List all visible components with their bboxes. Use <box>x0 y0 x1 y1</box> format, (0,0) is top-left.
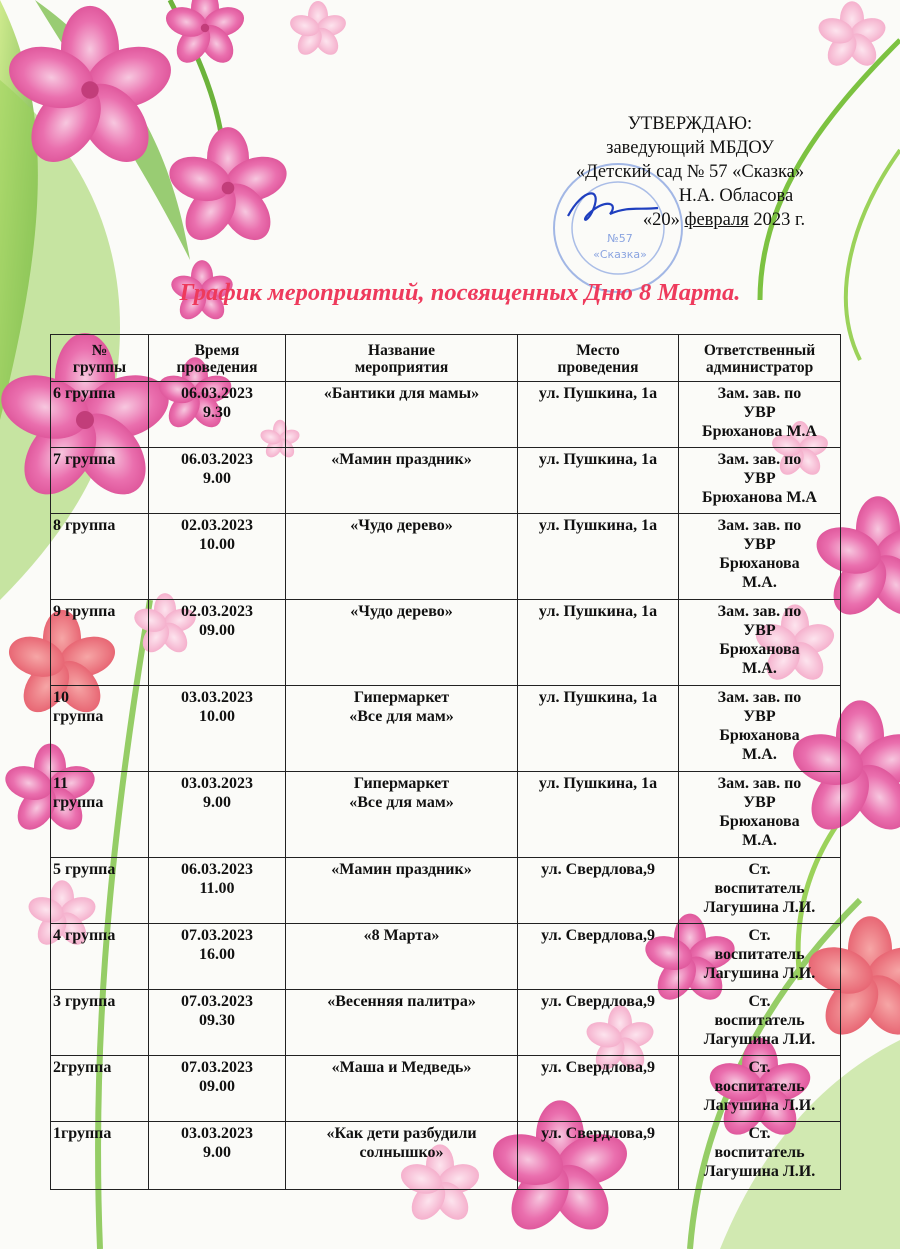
cell-admin-line: Брюханова <box>719 813 800 830</box>
cell-admin <box>679 514 841 600</box>
cell-group <box>51 1056 149 1122</box>
cell-admin-line: Зам. зав. по <box>717 603 802 620</box>
cell-time-line: 03.03.2023 <box>181 1125 253 1142</box>
cell-admin-line: воспитатель <box>714 946 805 963</box>
cell-admin-line: Лагушина Л.И. <box>703 1097 816 1114</box>
cell-group-line: 9 группа <box>53 603 116 620</box>
cell-place: ул. Пушкина, 1а <box>518 514 679 600</box>
cell-admin-line: Ст. <box>748 1125 771 1142</box>
cell-admin <box>679 990 841 1056</box>
cell-admin-line: Лагушина Л.И. <box>703 899 816 916</box>
cell-group-line: 6 группа <box>53 385 116 402</box>
cell-admin-line: Зам. зав. по <box>717 689 802 706</box>
cell-place: ул. Свердлова,9 <box>518 1056 679 1122</box>
cell-event <box>286 772 518 858</box>
header-admin: Ответственный администратор <box>679 335 841 382</box>
table-row <box>51 448 841 514</box>
cell-group-line: 3 группа <box>53 993 116 1010</box>
cell-event <box>286 858 518 924</box>
cell-group <box>51 686 149 772</box>
cell-time-line: 11.00 <box>199 880 235 897</box>
cell-admin-line: М.А. <box>742 746 777 763</box>
cell-event <box>286 686 518 772</box>
cell-place: ул. Свердлова,9 <box>518 990 679 1056</box>
cell-time <box>149 772 286 858</box>
table-row <box>51 1122 841 1190</box>
cell-admin <box>679 772 841 858</box>
cell-admin-line: М.А. <box>742 574 777 591</box>
cell-group <box>51 600 149 686</box>
cell-time <box>149 600 286 686</box>
cell-event-line: «Мамин праздник» <box>331 861 472 878</box>
cell-admin-line: Лагушина Л.И. <box>703 1163 816 1180</box>
cell-event-line: «8 Марта» <box>363 927 440 944</box>
approval-name: Н.А. Обласова <box>678 186 794 206</box>
cell-admin-line: М.А. <box>742 660 777 677</box>
table-row <box>51 990 841 1056</box>
cell-admin-line: УВР <box>743 708 776 725</box>
table-row <box>51 858 841 924</box>
cell-admin-line: Брюханова М.А <box>702 423 817 440</box>
cell-admin-line: Брюханова М.А <box>702 489 817 506</box>
cell-admin-line: Лагушина Л.И. <box>703 965 816 982</box>
table-row <box>51 1056 841 1122</box>
cell-admin <box>679 858 841 924</box>
cell-group <box>51 924 149 990</box>
stamp-text: «Сказка» <box>593 248 647 261</box>
cell-group-line: 10 <box>53 689 69 706</box>
cell-admin-line: Зам. зав. по <box>717 775 802 792</box>
cell-event <box>286 924 518 990</box>
cell-time-line: 16.00 <box>199 946 235 963</box>
cell-admin-line: Брюханова <box>719 555 800 572</box>
cell-time <box>149 858 286 924</box>
cell-group <box>51 772 149 858</box>
cell-time <box>149 448 286 514</box>
cell-admin-line: Брюханова <box>719 641 800 658</box>
cell-time-line: 07.03.2023 <box>181 1059 253 1076</box>
cell-admin-line: УВР <box>743 536 776 553</box>
cell-event-line: «Все для мам» <box>349 794 454 811</box>
cell-admin-line: УВР <box>743 622 776 639</box>
cell-event-line: «Чудо дерево» <box>350 517 453 534</box>
approval-block <box>540 112 840 232</box>
cell-place: ул. Пушкина, 1а <box>518 382 679 448</box>
cell-time-line: 07.03.2023 <box>181 927 253 944</box>
cell-time-line: 06.03.2023 <box>181 385 253 402</box>
cell-place: ул. Пушкина, 1а <box>518 600 679 686</box>
cell-event-line: Гипермаркет <box>353 689 450 706</box>
cell-time <box>149 686 286 772</box>
cell-admin <box>679 382 841 448</box>
cell-group <box>51 858 149 924</box>
approval-date-month: февраля <box>684 210 749 230</box>
cell-time-line: 02.03.2023 <box>181 603 253 620</box>
header-place: Место проведения <box>518 335 679 382</box>
cell-time-line: 9.30 <box>203 404 231 421</box>
header-time: Время проведения <box>149 335 286 382</box>
cell-event <box>286 1056 518 1122</box>
cell-group-line: 4 группа <box>53 927 116 944</box>
cell-admin-line: УВР <box>743 794 776 811</box>
cell-place: ул. Пушкина, 1а <box>518 448 679 514</box>
table-row <box>51 686 841 772</box>
cell-event-line: «Бантики для мамы» <box>323 385 480 402</box>
stamp-number: №57 <box>607 232 633 245</box>
cell-place: ул. Пушкина, 1а <box>518 772 679 858</box>
cell-admin-line: УВР <box>743 404 776 421</box>
cell-admin-line: Зам. зав. по <box>717 451 802 468</box>
cell-admin <box>679 924 841 990</box>
cell-time <box>149 990 286 1056</box>
cell-event-line: «Мамин праздник» <box>331 451 472 468</box>
cell-admin-line: Зам. зав. по <box>717 385 802 402</box>
table-row <box>51 772 841 858</box>
cell-time-line: 10.00 <box>199 536 235 553</box>
cell-admin-line: Зам. зав. по <box>717 517 802 534</box>
cell-event <box>286 448 518 514</box>
cell-group <box>51 990 149 1056</box>
cell-event <box>286 1122 518 1190</box>
cell-time-line: 02.03.2023 <box>181 517 253 534</box>
cell-admin <box>679 1122 841 1190</box>
cell-group-line: группа <box>53 708 104 725</box>
table-row <box>51 382 841 448</box>
cell-event-line: «Как дети разбудили <box>326 1125 477 1142</box>
cell-group-line: 8 группа <box>53 517 116 534</box>
cell-time-line: 09.00 <box>199 622 235 639</box>
cell-event-line: солнышко» <box>359 1144 444 1161</box>
cell-time-line: 10.00 <box>199 708 235 725</box>
document-title: График мероприятий, посвященных Дню 8 Марта. <box>179 279 741 306</box>
cell-group-line: группа <box>53 794 104 811</box>
cell-group-line: 2группа <box>53 1059 112 1076</box>
cell-place: ул. Пушкина, 1а <box>518 686 679 772</box>
table-row <box>51 600 841 686</box>
cell-admin-line: Лагушина Л.И. <box>703 1031 816 1048</box>
cell-event-line: «Чудо дерево» <box>350 603 453 620</box>
cell-admin-line: воспитатель <box>714 1144 805 1161</box>
cell-admin-line: воспитатель <box>714 1078 805 1095</box>
cell-time <box>149 514 286 600</box>
header-group: № группы <box>51 335 149 382</box>
cell-time-line: 09.30 <box>199 1012 235 1029</box>
approval-heading: УТВЕРЖДАЮ: <box>627 114 753 134</box>
cell-admin-line: УВР <box>743 470 776 487</box>
cell-event <box>286 514 518 600</box>
approval-position: заведующий МБДОУ <box>606 138 774 158</box>
cell-time-line: 9.00 <box>203 794 231 811</box>
cell-event-line: «Все для мам» <box>349 708 454 725</box>
cell-admin <box>679 448 841 514</box>
cell-group-line: 1группа <box>53 1125 112 1142</box>
cell-time-line: 07.03.2023 <box>181 993 253 1010</box>
cell-event-line: «Маша и Медведь» <box>331 1059 472 1076</box>
events-table <box>50 334 841 1190</box>
cell-admin-line: Ст. <box>748 861 771 878</box>
cell-place: ул. Свердлова,9 <box>518 1122 679 1190</box>
cell-time-line: 06.03.2023 <box>181 861 253 878</box>
cell-admin <box>679 600 841 686</box>
cell-admin <box>679 1056 841 1122</box>
cell-admin-line: воспитатель <box>714 1012 805 1029</box>
cell-time-line: 9.00 <box>203 1144 231 1161</box>
table-header-row <box>51 335 841 382</box>
cell-time-line: 06.03.2023 <box>181 451 253 468</box>
approval-date <box>540 208 840 232</box>
cell-group <box>51 448 149 514</box>
cell-event-line: Гипермаркет <box>353 775 450 792</box>
cell-group <box>51 1122 149 1190</box>
cell-admin-line: воспитатель <box>714 880 805 897</box>
cell-group-line: 5 группа <box>53 861 116 878</box>
table-row <box>51 924 841 990</box>
cell-time-line: 03.03.2023 <box>181 775 253 792</box>
table-row <box>51 514 841 600</box>
cell-time <box>149 1122 286 1190</box>
cell-group <box>51 382 149 448</box>
cell-time-line: 09.00 <box>199 1078 235 1095</box>
cell-group-line: 7 группа <box>53 451 116 468</box>
approval-organization: «Детский сад № 57 «Сказка» <box>575 162 805 182</box>
cell-event <box>286 382 518 448</box>
approval-date-year: 2023 г. <box>753 210 806 230</box>
header-event: Название мероприятия <box>286 335 518 382</box>
cell-admin-line: Ст. <box>748 1059 771 1076</box>
cell-group-line: 11 <box>53 775 69 792</box>
cell-time <box>149 924 286 990</box>
cell-time <box>149 1056 286 1122</box>
cell-time-line: 9.00 <box>203 470 231 487</box>
cell-admin-line: М.А. <box>742 832 777 849</box>
cell-group <box>51 514 149 600</box>
cell-event <box>286 990 518 1056</box>
cell-event <box>286 600 518 686</box>
cell-admin <box>679 686 841 772</box>
cell-time-line: 03.03.2023 <box>181 689 253 706</box>
cell-admin-line: Ст. <box>748 993 771 1010</box>
cell-event-line: «Весенняя палитра» <box>327 993 476 1010</box>
cell-place: ул. Свердлова,9 <box>518 924 679 990</box>
cell-admin-line: Брюханова <box>719 727 800 744</box>
cell-place: ул. Свердлова,9 <box>518 858 679 924</box>
cell-time <box>149 382 286 448</box>
approval-date-day: «20» <box>642 210 680 230</box>
cell-admin-line: Ст. <box>748 927 771 944</box>
